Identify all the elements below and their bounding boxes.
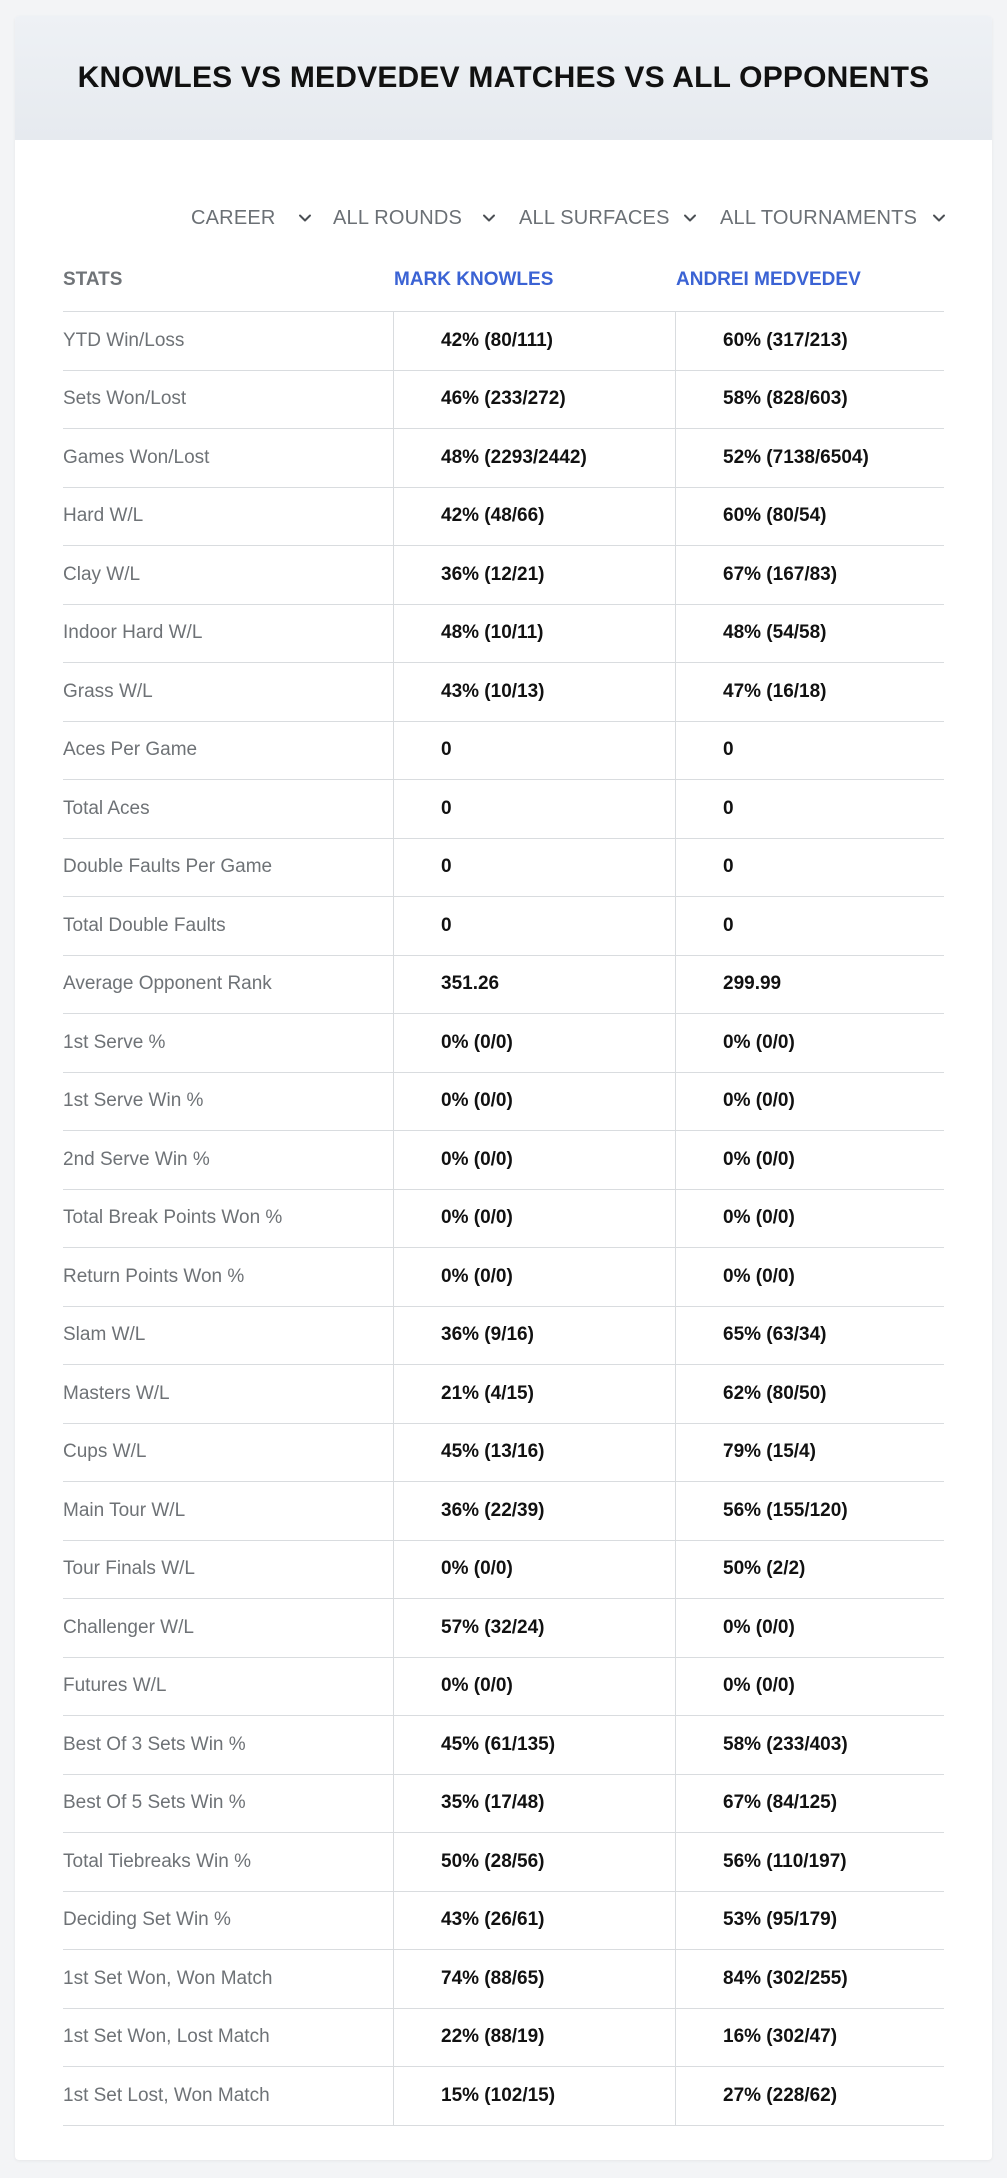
player2-stat-value: 16% (302/47) (675, 2009, 944, 2067)
player1-stat-value: 50% (28/56) (393, 1833, 676, 1891)
stats-column-header: STATS (63, 269, 123, 290)
player1-stat-value: 46% (233/272) (393, 371, 676, 429)
stat-label: 1st Serve Win % (63, 1090, 204, 1112)
career-filter-dropdown[interactable] (175, 188, 315, 248)
stat-label: Masters W/L (63, 1382, 170, 1404)
player1-stat-value: 42% (48/66) (393, 488, 676, 546)
player1-stat-value: 36% (9/16) (393, 1307, 676, 1365)
player1-stat-value: 0 (393, 780, 676, 838)
player2-stat-value: 27% (228/62) (675, 2067, 944, 2125)
player2-stat-value: 299.99 (675, 956, 944, 1014)
stat-label: Grass W/L (63, 680, 153, 702)
stat-label: Futures W/L (63, 1675, 167, 1697)
player1-stat-value: 0 (393, 897, 676, 955)
table-row (63, 1950, 944, 2009)
stat-label: Total Aces (63, 797, 150, 819)
player2-stat-value: 84% (302/255) (675, 1950, 944, 2008)
table-row (63, 1190, 944, 1249)
table-row (63, 1658, 944, 1717)
player1-stat-value: 43% (26/61) (393, 1892, 676, 1950)
stat-label: 1st Serve % (63, 1031, 166, 1053)
stat-label: Total Tiebreaks Win % (63, 1850, 251, 1872)
player2-stat-value: 67% (167/83) (675, 546, 944, 604)
table-body (63, 312, 944, 2126)
page-title: KNOWLES VS MEDVEDEV MATCHES VS ALL OPPONENTS (77, 61, 930, 94)
table-row (63, 312, 944, 371)
filter-bar (15, 188, 992, 248)
player2-stat-value: 79% (15/4) (675, 1424, 944, 1482)
table-row (63, 2067, 944, 2126)
table-row (63, 1248, 944, 1307)
player2-stat-value: 0% (0/0) (675, 1248, 944, 1306)
chevron-down-icon (682, 210, 698, 226)
table-row (63, 1541, 944, 1600)
player1-name-link[interactable]: MARK KNOWLES (394, 269, 554, 290)
stat-label: Best Of 5 Sets Win % (63, 1792, 246, 1814)
player1-stat-value: 0% (0/0) (393, 1248, 676, 1306)
table-row (63, 663, 944, 722)
stat-label: Slam W/L (63, 1324, 146, 1346)
table-row (63, 1307, 944, 1366)
table-header (63, 248, 944, 312)
player1-stat-value: 43% (10/13) (393, 663, 676, 721)
player1-stat-value: 0% (0/0) (393, 1541, 676, 1599)
stat-label: Deciding Set Win % (63, 1909, 231, 1931)
player1-stat-value: 0% (0/0) (393, 1014, 676, 1072)
stats-card (15, 16, 992, 2160)
chevron-down-icon (297, 210, 313, 226)
rounds-filter-dropdown[interactable] (333, 188, 503, 248)
table-row (63, 1599, 944, 1658)
table-row (63, 1014, 944, 1073)
stat-label: Main Tour W/L (63, 1499, 186, 1521)
stat-label: 2nd Serve Win % (63, 1148, 210, 1170)
player2-stat-value: 0% (0/0) (675, 1073, 944, 1131)
player2-stat-value: 0% (0/0) (675, 1658, 944, 1716)
stat-label: Challenger W/L (63, 1616, 194, 1638)
player2-stat-value: 47% (16/18) (675, 663, 944, 721)
tournaments-filter-label: ALL TOURNAMENTS (720, 206, 918, 229)
stat-label: Total Break Points Won % (63, 1207, 283, 1229)
player2-stat-value: 60% (80/54) (675, 488, 944, 546)
table-row (63, 839, 944, 898)
table-row (63, 722, 944, 781)
player2-stat-value: 58% (233/403) (675, 1716, 944, 1774)
player1-stat-value: 48% (2293/2442) (393, 429, 676, 487)
table-row (63, 2009, 944, 2068)
stat-label: Return Points Won % (63, 1265, 245, 1287)
table-row (63, 1892, 944, 1951)
stat-label: Indoor Hard W/L (63, 622, 203, 644)
player1-stat-value: 74% (88/65) (393, 1950, 676, 2008)
player1-stat-value: 15% (102/15) (393, 2067, 676, 2125)
player2-stat-value: 56% (110/197) (675, 1833, 944, 1891)
player1-stat-value: 36% (12/21) (393, 546, 676, 604)
player2-stat-value: 0 (675, 897, 944, 955)
player1-stat-value: 22% (88/19) (393, 2009, 676, 2067)
stat-label: Average Opponent Rank (63, 973, 272, 995)
player2-stat-value: 62% (80/50) (675, 1365, 944, 1423)
player1-stat-value: 0 (393, 722, 676, 780)
table-row (63, 1775, 944, 1834)
table-row (63, 1424, 944, 1483)
player2-stat-value: 0 (675, 839, 944, 897)
player1-stat-value: 35% (17/48) (393, 1775, 676, 1833)
player2-stat-value: 65% (63/34) (675, 1307, 944, 1365)
stat-label: Cups W/L (63, 1441, 147, 1463)
rounds-filter-label: ALL ROUNDS (333, 206, 463, 229)
table-row (63, 605, 944, 664)
table-row (63, 488, 944, 547)
stat-label: Aces Per Game (63, 739, 198, 761)
player2-stat-value: 0 (675, 722, 944, 780)
chevron-down-icon (481, 210, 497, 226)
stat-label: Best Of 3 Sets Win % (63, 1733, 246, 1755)
stat-label: Sets Won/Lost (63, 388, 187, 410)
player1-stat-value: 57% (32/24) (393, 1599, 676, 1657)
table-row (63, 956, 944, 1015)
player2-stat-value: 67% (84/125) (675, 1775, 944, 1833)
player1-stat-value: 0% (0/0) (393, 1658, 676, 1716)
table-row (63, 1073, 944, 1132)
stat-label: 1st Set Won, Lost Match (63, 2026, 270, 2048)
stat-label: 1st Set Won, Won Match (63, 1967, 273, 1989)
player2-stat-value: 60% (317/213) (675, 312, 944, 370)
player1-stat-value: 0% (0/0) (393, 1073, 676, 1131)
table-row (63, 429, 944, 488)
player1-stat-value: 45% (61/135) (393, 1716, 676, 1774)
player2-stat-value: 48% (54/58) (675, 605, 944, 663)
player1-stat-value: 0% (0/0) (393, 1190, 676, 1248)
stat-label: Clay W/L (63, 563, 141, 585)
player2-stat-value: 0% (0/0) (675, 1131, 944, 1189)
stat-label: YTD Win/Loss (63, 329, 185, 351)
table-row (63, 1131, 944, 1190)
stats-table (63, 248, 944, 2126)
surfaces-filter-label: ALL SURFACES (519, 206, 670, 229)
stat-label: Tour Finals W/L (63, 1558, 195, 1580)
player1-stat-value: 0% (0/0) (393, 1131, 676, 1189)
table-row (63, 1716, 944, 1775)
player2-stat-value: 58% (828/603) (675, 371, 944, 429)
player2-stat-value: 53% (95/179) (675, 1892, 944, 1950)
player2-stat-value: 52% (7138/6504) (675, 429, 944, 487)
player1-stat-value: 48% (10/11) (393, 605, 676, 663)
player2-stat-value: 0 (675, 780, 944, 838)
player1-stat-value: 36% (22/39) (393, 1482, 676, 1540)
table-row (63, 1482, 944, 1541)
stat-label: Games Won/Lost (63, 446, 210, 468)
player2-stat-value: 0% (0/0) (675, 1014, 944, 1072)
table-row (63, 1365, 944, 1424)
career-filter-label: CAREER (191, 206, 276, 229)
player2-stat-value: 56% (155/120) (675, 1482, 944, 1540)
tournaments-filter-dropdown[interactable] (720, 188, 955, 248)
stat-label: Hard W/L (63, 505, 144, 527)
stat-label: 1st Set Lost, Won Match (63, 2084, 270, 2106)
player1-stat-value: 45% (13/16) (393, 1424, 676, 1482)
table-row (63, 371, 944, 430)
player1-stat-value: 42% (80/111) (393, 312, 676, 370)
player1-stat-value: 0 (393, 839, 676, 897)
table-row (63, 780, 944, 839)
table-row (63, 1833, 944, 1892)
surfaces-filter-dropdown[interactable] (519, 188, 704, 248)
chevron-down-icon (931, 210, 947, 226)
player2-stat-value: 0% (0/0) (675, 1190, 944, 1248)
table-row (63, 546, 944, 605)
player2-stat-value: 0% (0/0) (675, 1599, 944, 1657)
player1-stat-value: 351.26 (393, 956, 676, 1014)
table-row (63, 897, 944, 956)
stat-label: Total Double Faults (63, 914, 226, 936)
stat-label: Double Faults Per Game (63, 856, 273, 878)
player2-stat-value: 50% (2/2) (675, 1541, 944, 1599)
player2-name-link[interactable]: ANDREI MEDVEDEV (676, 269, 861, 290)
page-header (15, 16, 992, 140)
player1-stat-value: 21% (4/15) (393, 1365, 676, 1423)
